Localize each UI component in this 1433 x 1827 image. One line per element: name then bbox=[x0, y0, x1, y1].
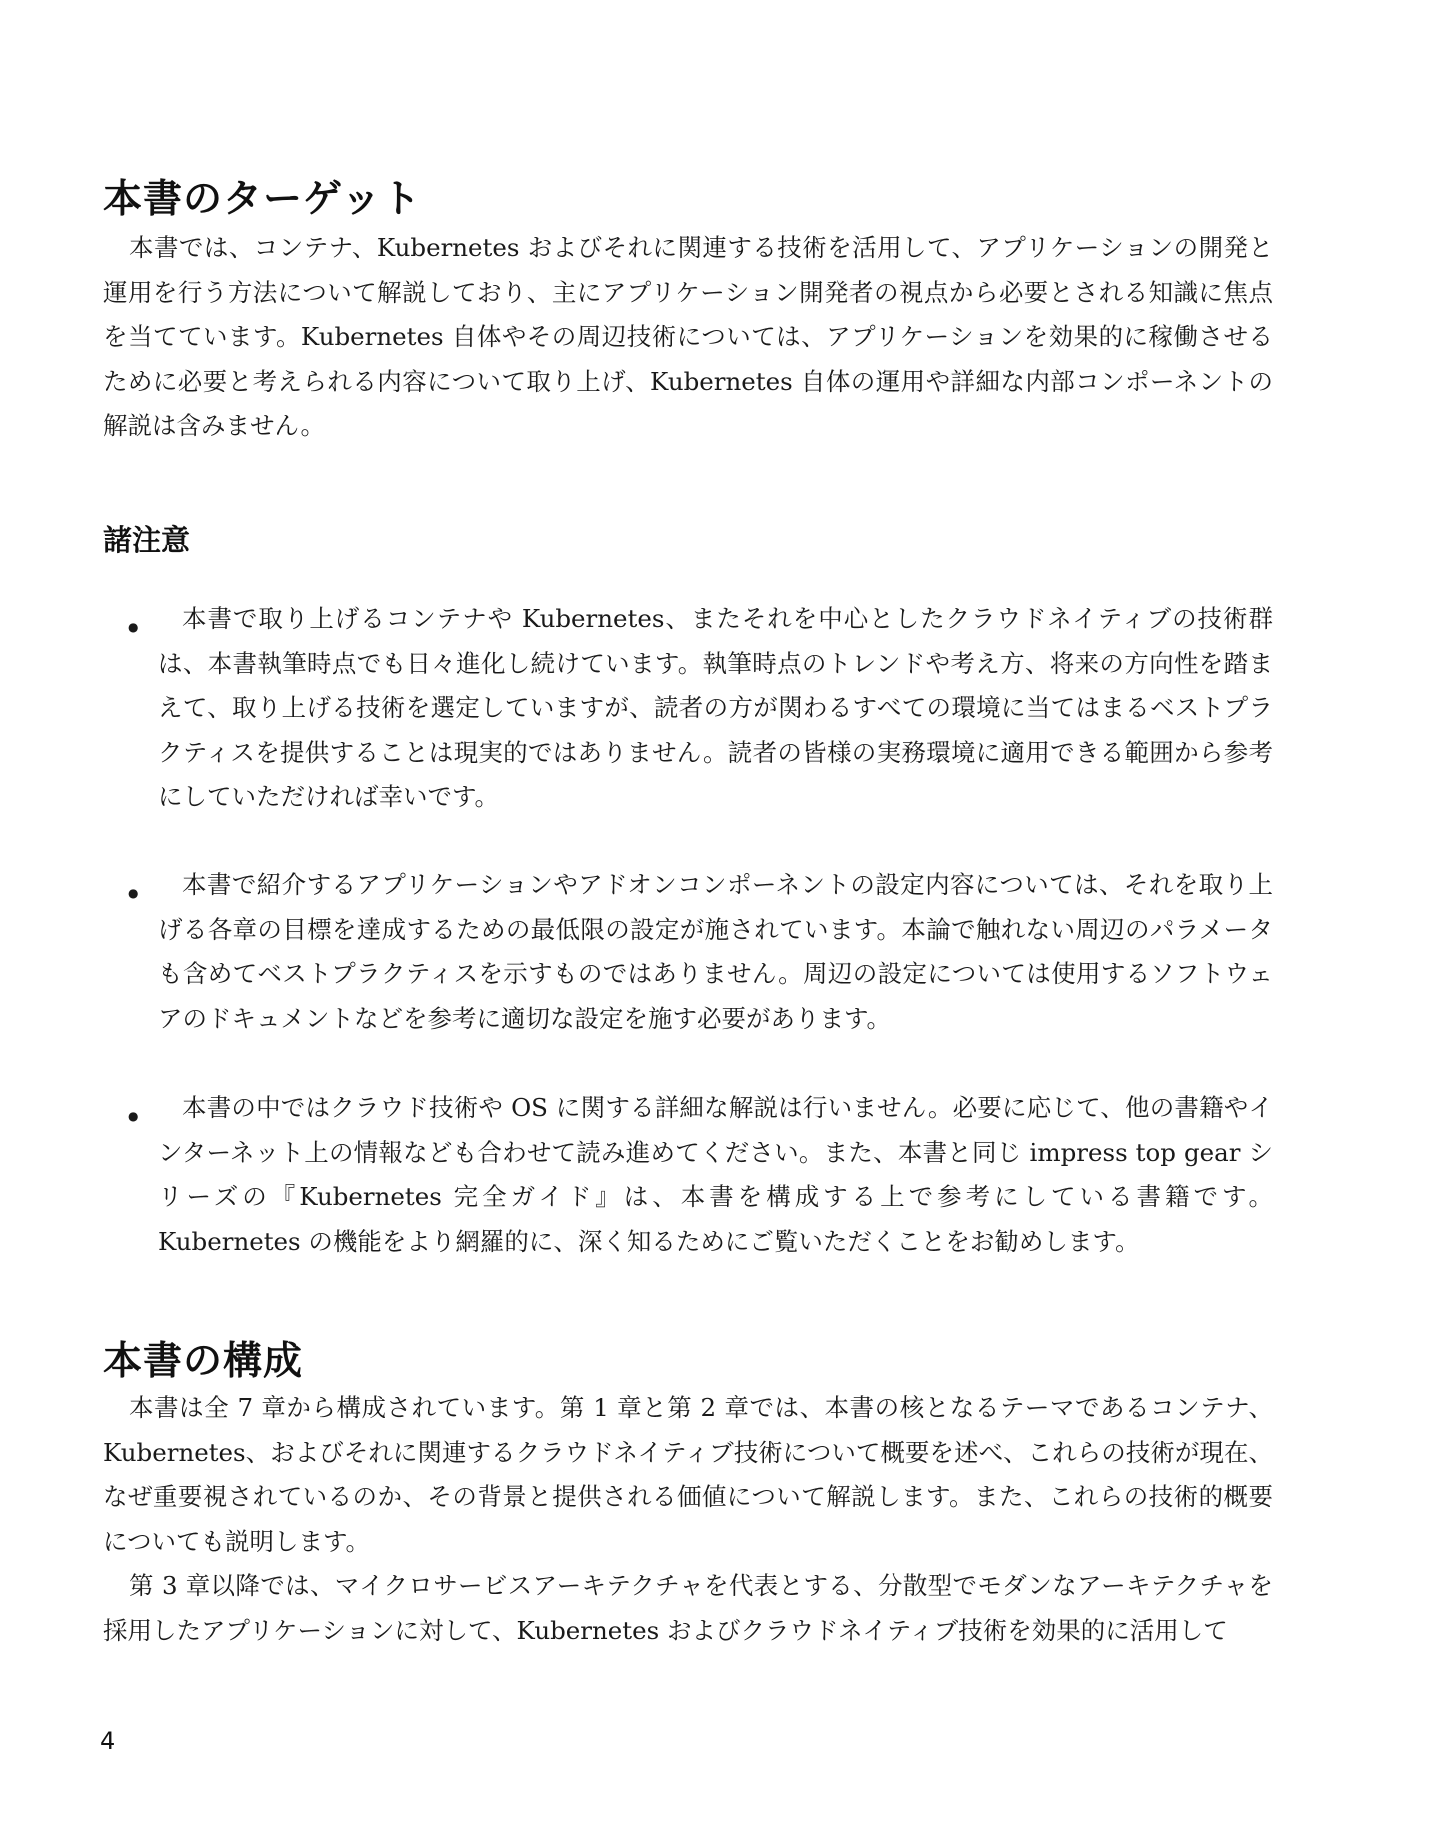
bullet-icon: ● bbox=[128, 886, 139, 900]
section-heading-target: 本書のターゲット bbox=[103, 177, 422, 222]
section-heading-notes: 諸注意 bbox=[103, 523, 191, 557]
list-item-text: 本書で紹介するアプリケーションやアドオンコンポーネントの設定内容については、それを取り上げる各章の目標を達成するための最低限の設定が施されています。本論で触れない周辺のパラメータも含めてベストプラクティスを示すものではありません。周辺の設定については使用するソフトウェアのドキュメントなどを参考に適切な設定を施す必要があります。 bbox=[158, 870, 1273, 1033]
paragraph-structure-1: 本書は全 7 章から構成されています。第 1 章と第 2 章では、本書の核となるテーマであるコンテナ、Kubernetes、およびそれに関連するクラウドネイティブ技術について概要を述べ、これらの技術が現在、なぜ重要視されているのか、その背景と提供される価値について解説します。また、これらの技術的概要についても説明します。 bbox=[103, 1393, 1273, 1556]
paragraph-structure-2: 第 3 章以降では、マイクロサービスアーキテクチャを代表とする、分散型でモダンなアーキテクチャを採用したアプリケーションに対して、Kubernetes およびクラウドネイティブ技術を効果的に活用して bbox=[103, 1571, 1273, 1645]
list-item-text: 本書の中ではクラウド技術や OS に関する詳細な解説は行いません。必要に応じて、他の書籍やインターネット上の情報なども合わせて読み進めてください。また、本書と同じ impress top gear シリーズの『Kubernetes 完全ガイド』は、本書を構成する上で参考にしている書籍です。Kubernetes の機能をより網羅的に、深く知るためにご覧いただくことをお勧めします。 bbox=[158, 1093, 1273, 1256]
bullet-icon: ● bbox=[128, 620, 139, 634]
paragraph-target: 本書では、コンテナ、Kubernetes およびそれに関連する技術を活用して、アプリケーションの開発と運用を行う方法について解説しており、主にアプリケーション開発者の視点から必要とされる知識に焦点を当てています。Kubernetes 自体やその周辺技術については、アプリケーションを効果的に稼働させるために必要と考えられる内容について取り上げ、Kubernetes 自体の運用や詳細な内部コンポーネントの解説は含みません。 bbox=[103, 233, 1273, 440]
bullet-icon: ● bbox=[128, 1109, 139, 1123]
section-heading-structure: 本書の構成 bbox=[103, 1339, 304, 1384]
page-number: 4 bbox=[100, 1727, 116, 1755]
list-item-text: 本書で取り上げるコンテナや Kubernetes、またそれを中心としたクラウドネイティブの技術群は、本書執筆時点でも日々進化し続けています。執筆時点のトレンドや考え方、将来の方向性を踏まえて、取り上げる技術を選定していますが、読者の方が関わるすべての環境に当てはまるベストプラクティスを提供することは現実的ではありません。読者の皆様の実務環境に適用できる範囲から参考にしていただければ幸いです。 bbox=[158, 604, 1273, 811]
